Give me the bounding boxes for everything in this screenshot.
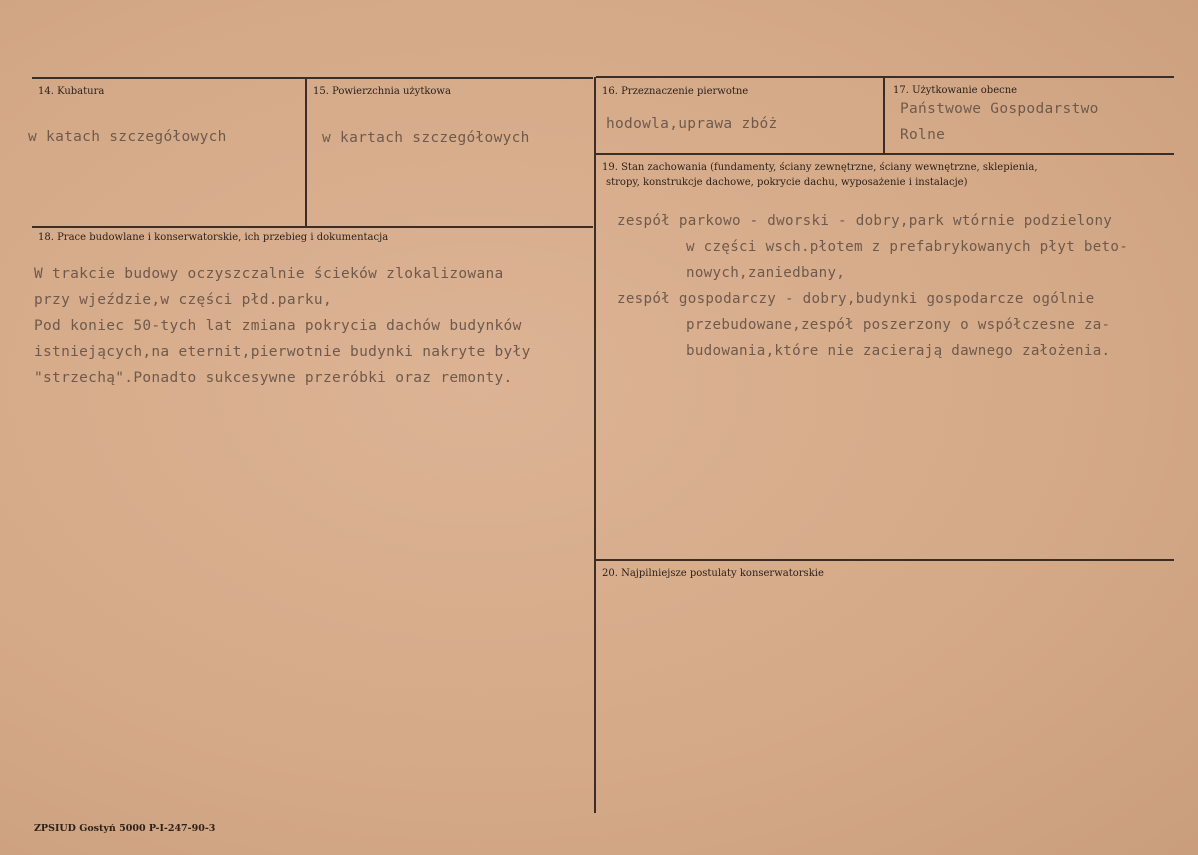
field-18-value bbox=[34, 261, 531, 391]
field-16-value: hodowla,uprawa zbóż bbox=[606, 116, 778, 132]
field-19-label-line2: stropy, konstrukcje dachowe, pokrycie dachu, wyposażenie i instalacje) bbox=[606, 177, 968, 188]
field-19-value bbox=[617, 208, 1128, 364]
field-18-line: "strzechą".Ponadto sukcesywne przeróbki oraz remonty. bbox=[34, 370, 513, 386]
field-14-value: w katach szczegółowych bbox=[28, 129, 227, 145]
field-17-value bbox=[900, 96, 1099, 148]
field-18-line: istniejących,na eternit,pierwotnie budynki nakryte były bbox=[34, 344, 531, 360]
field-17-label: 17. Użytkowanie obecne bbox=[893, 85, 1018, 96]
field-17-line: Państwowe Gospodarstwo bbox=[900, 101, 1099, 117]
field-19-line: zespół gospodarczy - dobry,budynki gospodarcze ogólnie bbox=[617, 291, 1095, 307]
field-19-line: w części wsch.płotem z prefabrykowanych płyt beto- bbox=[686, 239, 1129, 255]
rule-under-16-17 bbox=[596, 153, 1174, 155]
field-19-line: nowych,zaniedbany, bbox=[686, 265, 846, 281]
field-18-line: W trakcie budowy oczyszczalnie ścieków zlokalizowana bbox=[34, 266, 504, 282]
rule-center-vertical bbox=[594, 77, 596, 813]
print-imprint: ZPSIUD Gostyń 5000 P-I-247-90-3 bbox=[34, 823, 216, 834]
rule-divider-14-15 bbox=[305, 77, 307, 227]
field-17-line: Rolne bbox=[900, 127, 946, 143]
field-19-line: budowania,które nie zacierają dawnego założenia. bbox=[686, 343, 1111, 359]
field-16-label: 16. Przeznaczenie pierwotne bbox=[602, 86, 749, 97]
field-19-label-line1: 19. Stan zachowania (fundamenty, ściany zewnętrzne, ściany wewnętrzne, sklepienia, bbox=[602, 162, 1038, 173]
field-20-label: 20. Najpilniejsze postulaty konserwatorskie bbox=[602, 568, 824, 579]
rule-top-right bbox=[596, 76, 1174, 78]
rule-divider-16-17 bbox=[883, 77, 885, 154]
field-15-value: w kartach szczegółowych bbox=[322, 130, 530, 146]
field-18-line: przy wjeździe,w części płd.parku, bbox=[34, 292, 332, 308]
rule-under-14-15 bbox=[32, 226, 593, 228]
field-14-label: 14. Kubatura bbox=[38, 86, 105, 97]
field-18-label: 18. Prace budowlane i konserwatorskie, ich przebieg i dokumentacja bbox=[38, 232, 389, 243]
field-18-line: Pod koniec 50-tych lat zmiana pokrycia dachów budynków bbox=[34, 318, 522, 334]
field-15-label: 15. Powierzchnia użytkowa bbox=[313, 86, 451, 97]
field-19-line: przebudowane,zespół poszerzony o współczesne za- bbox=[686, 317, 1111, 333]
rule-top-left bbox=[32, 77, 593, 79]
field-19-line: zespół parkowo - dworski - dobry,park wtórnie podzielony bbox=[617, 213, 1113, 229]
rule-above-20 bbox=[596, 559, 1174, 561]
